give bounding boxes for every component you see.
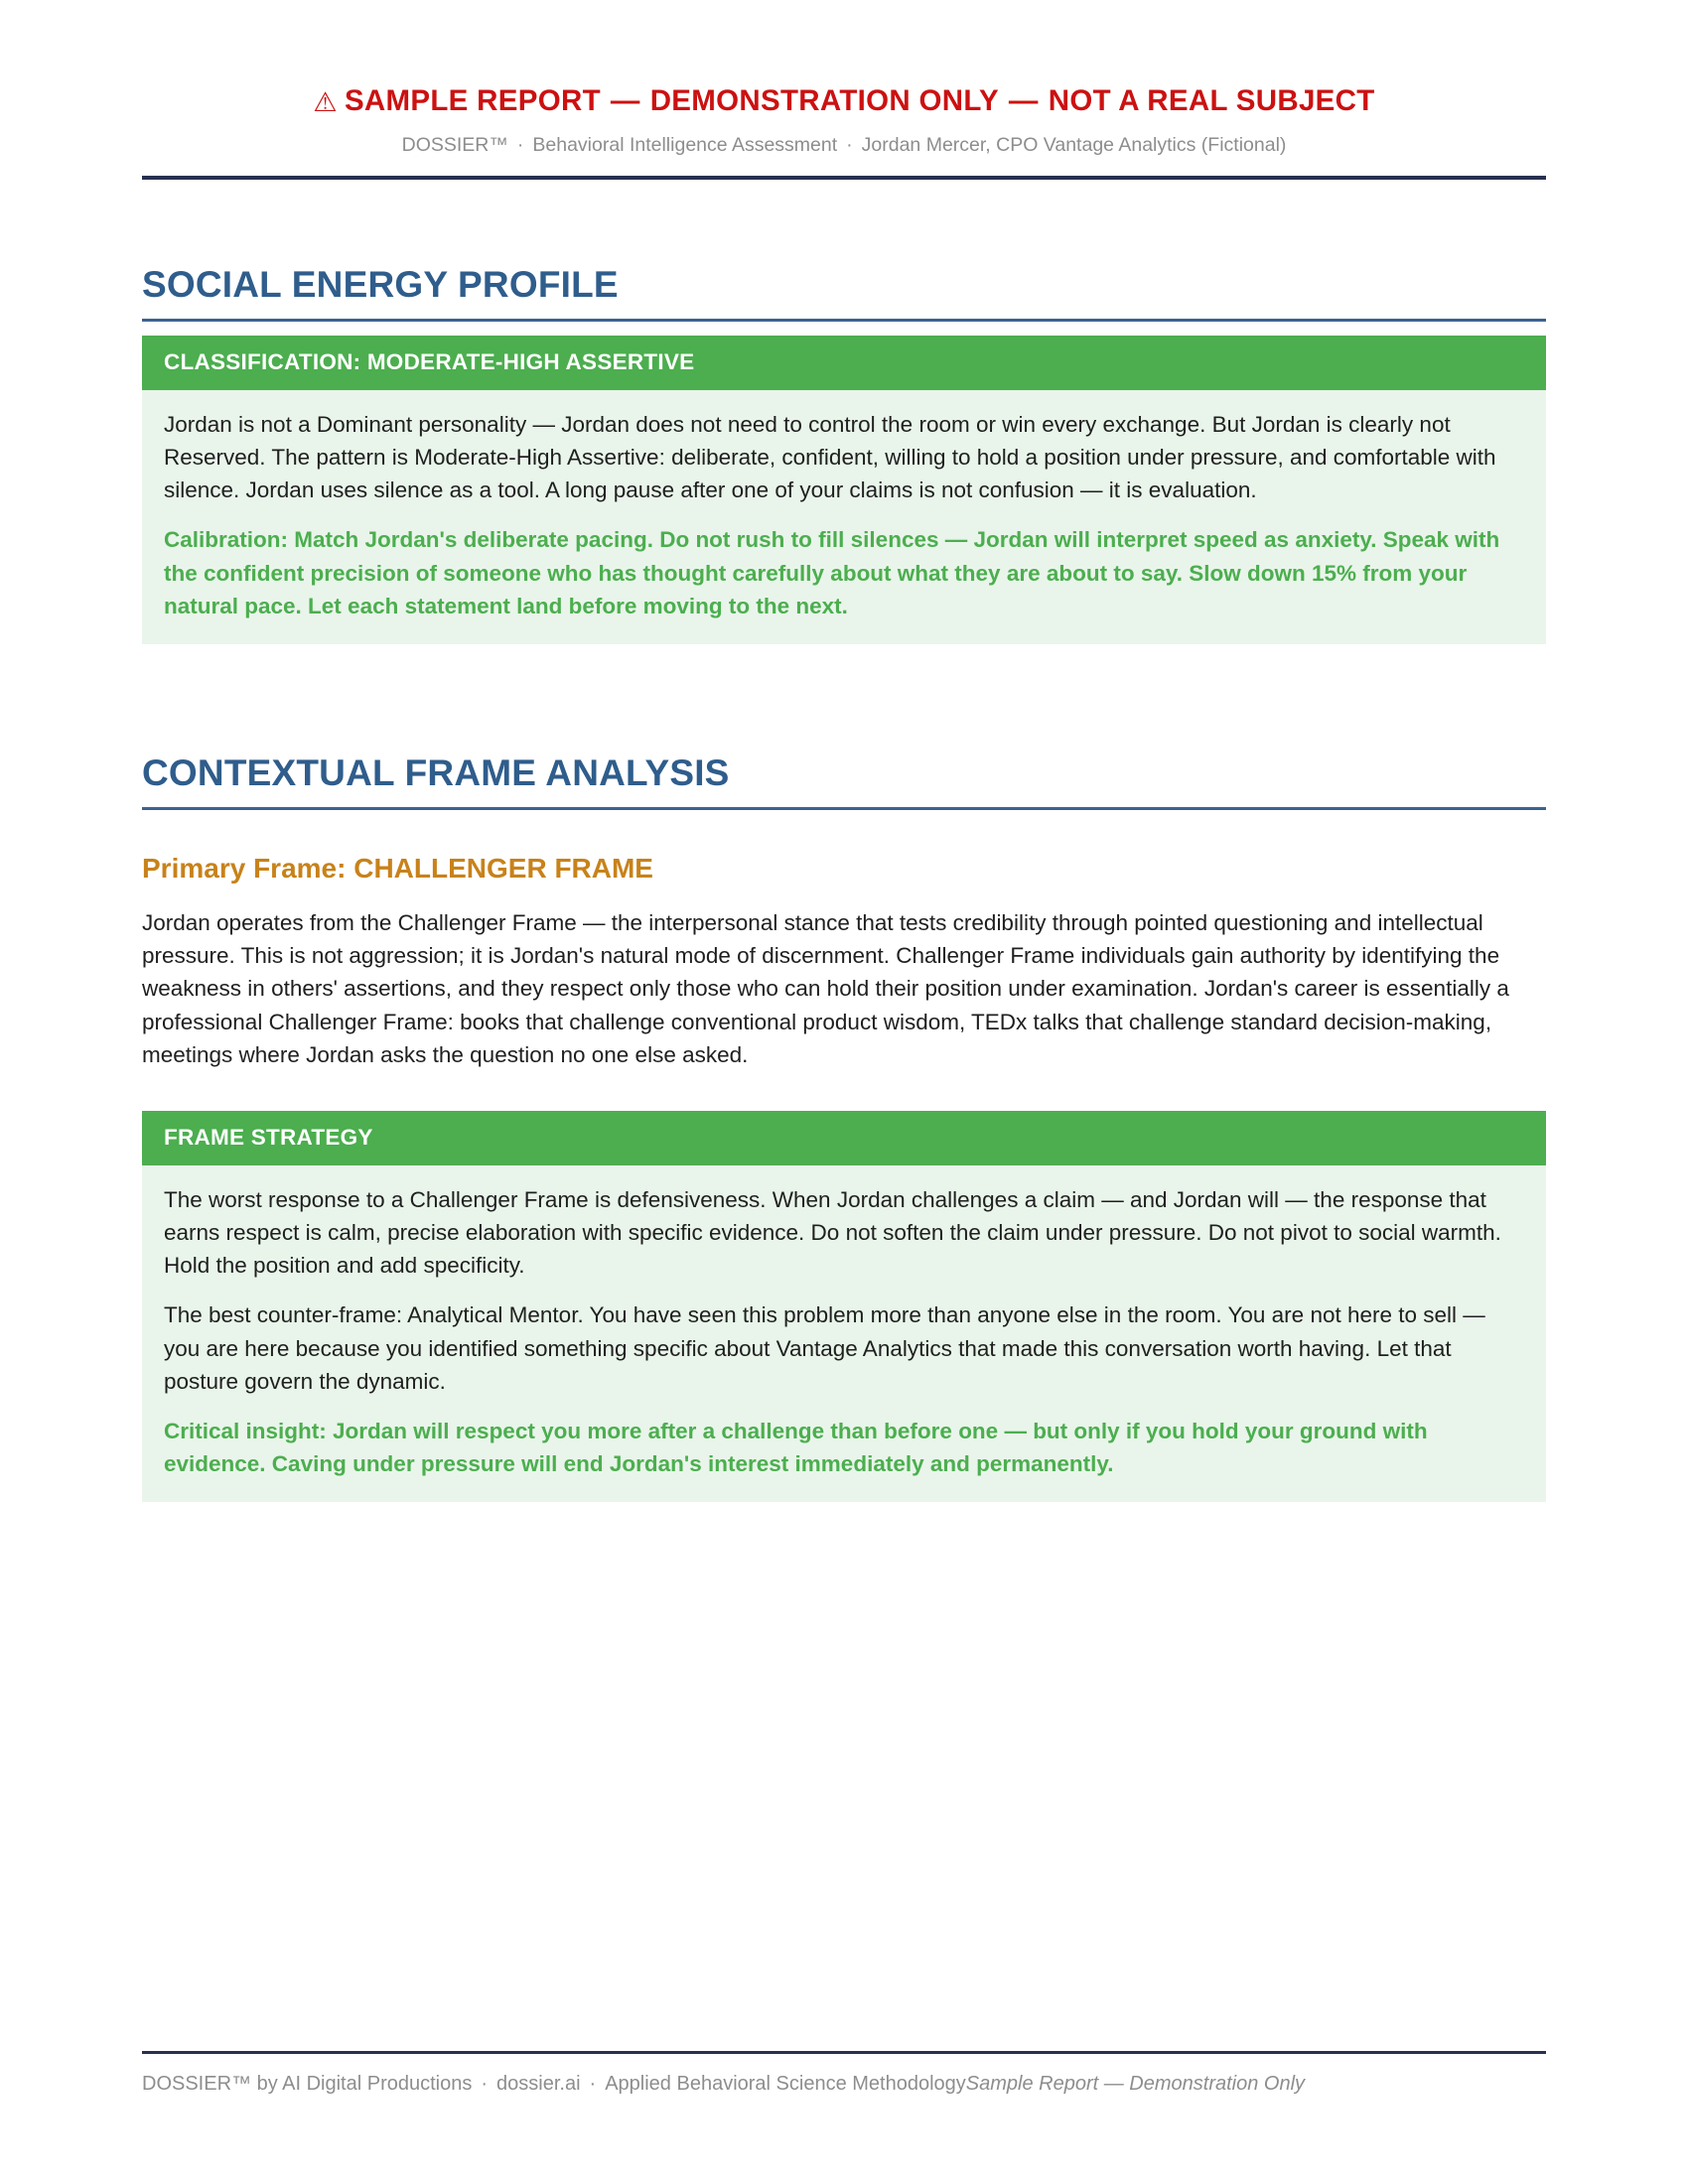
document-header (142, 0, 1546, 180)
footer-site-link[interactable]: dossier.ai (496, 2073, 581, 2095)
warning-text-part3: NOT A REAL SUBJECT (1048, 84, 1375, 117)
spacer-above-section-1 (142, 180, 1546, 263)
footer-text (142, 2070, 1546, 2099)
subline-separator-2: · (846, 134, 853, 157)
callout-header-classification: CLASSIFICATION: MODERATE-HIGH ASSERTIVE (142, 336, 1546, 390)
body-paragraph-challenger-frame: Jordan operates from the Challenger Frame — the interpersonal stance that tests credibility through pointed questioning and intellectual pressure. This is not aggression; it is Jordan's natural mode of discernment. Challenger Frame individuals gain authority by identifying the weakness in others' assertions, and they respect only those who can hold their position under examination. Jordan's career is essentially a professional Challenger Frame: books that challenge conventional product wisdom, TEDx talks that challenge standard decision-making, meetings where Jordan asks the question no one else asked. (142, 909, 1509, 1068)
callout-paragraph: The worst response to a Challenger Frame is defensiveness. When Jordan challenges a claim — and Jordan will — the response that earns respect is calm, precise elaboration with specific evidence. Do not soften the claim under pressure. Do not pivot to social warmth. Hold the position and add specificity. (164, 1187, 1501, 1279)
subline-separator-1: · (516, 134, 524, 157)
page-title-social-energy-profile: SOCIAL ENERGY PROFILE (142, 263, 619, 305)
assessment-type: Behavioral Intelligence Assessment (532, 134, 838, 157)
brand-name: DOSSIER™ (401, 134, 508, 157)
document-subline (142, 133, 1546, 158)
footer-brand: DOSSIER™ by AI Digital Productions (142, 2073, 473, 2095)
callout-classification (142, 336, 1546, 643)
section-social-energy-profile (142, 263, 1546, 644)
footer-divider (142, 2051, 1546, 2054)
callout-body-frame-strategy (142, 1165, 1546, 1502)
warning-text-part2: DEMONSTRATION ONLY (649, 84, 999, 117)
callout-frame-strategy (142, 1111, 1546, 1501)
spacer-between-sections (142, 644, 1546, 751)
subject-name: Jordan Mercer, CPO Vantage Analytics (Fictional) (861, 134, 1287, 157)
footer-sample-note: Sample Report — Demonstration Only (965, 2073, 1306, 2095)
warning-dash-1: — (610, 84, 640, 117)
warning-dash-2: — (1008, 84, 1039, 117)
document-footer (142, 2051, 1546, 2099)
footer-separator-2: · (589, 2073, 597, 2095)
subheading-primary-frame (142, 810, 1546, 886)
page-title-contextual-frame-analysis: CONTEXTUAL FRAME ANALYSIS (142, 751, 730, 793)
footer-separator-1: · (481, 2073, 489, 2095)
callout-header-frame-strategy: FRAME STRATEGY (142, 1111, 1546, 1165)
subheading-value: CHALLENGER FRAME (353, 853, 653, 885)
section-contextual-frame-analysis (142, 751, 1546, 1502)
sample-report-warning (142, 83, 1546, 118)
warning-text-part1: SAMPLE REPORT (344, 84, 601, 117)
callout-paragraph-accent: Calibration: Match Jordan's deliberate pacing. Do not rush to fill silences — Jordan will interpret speed as anxiety. Speak with the confident precision of someone who has thought carefully about what they are about to say. Slow down 15% from your natural pace. Let each statement land before moving to the next. (164, 527, 1500, 618)
warning-triangle-icon: ⚠ (313, 87, 338, 117)
subheading-label: Primary Frame: (142, 853, 354, 885)
footer-methodology: Applied Behavioral Science Methodology (605, 2073, 966, 2095)
callout-paragraph: The best counter-frame: Analytical Mentor. You have seen this problem more than anyone else in the room. You are not here to sell — you are here because you identified something specific about Vantage Analytics that made this conversation worth having. Let that posture govern the dynamic. (164, 1302, 1485, 1394)
callout-paragraph: Jordan is not a Dominant personality — Jordan does not need to control the room or win every exchange. But Jordan is clearly not Reserved. The pattern is Moderate-High Assertive: deliberate, confident, willing to hold a position under pressure, and comfortable with silence. Jordan uses silence as a tool. A long pause after one of your claims is not confusion — it is evaluation. (164, 412, 1496, 503)
section-divider-1 (142, 319, 1546, 322)
callout-paragraph-accent: Critical insight: Jordan will respect you more after a challenge than before one — but only if you hold your ground with evidence. Caving under pressure will end Jordan's interest immediately and permanently. (164, 1418, 1428, 1476)
callout-body-classification (142, 390, 1546, 643)
